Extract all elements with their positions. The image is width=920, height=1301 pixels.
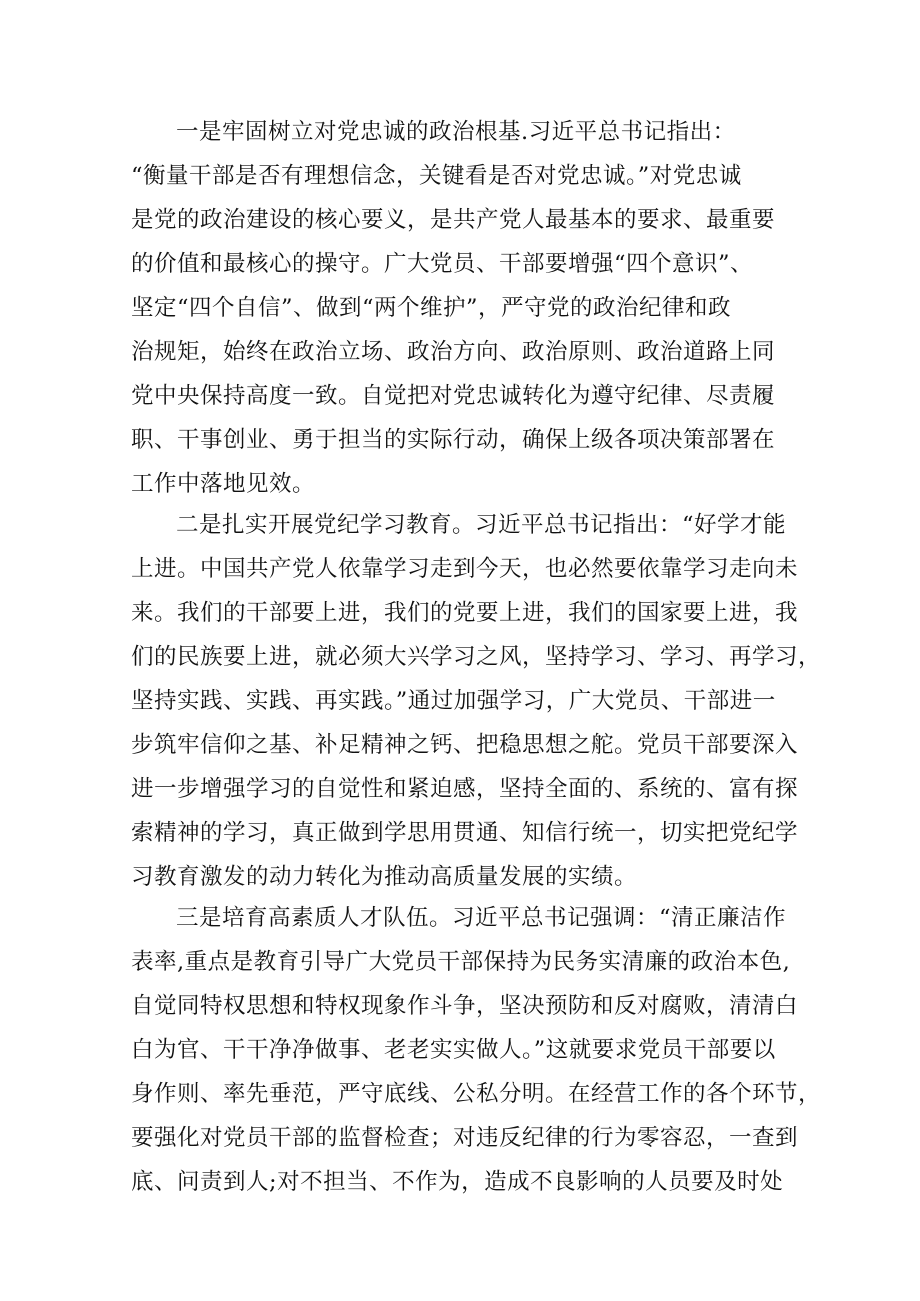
paragraph-line: 身作则、率先垂范，严守底线、公私分明。在经营工作的各个环节， — [131, 1081, 822, 1107]
paragraph-line: 们的民族要上进，就必须大兴学习之风，坚持学习、学习、再学习， — [131, 644, 822, 670]
paragraph-line: 来。我们的干部要上进，我们的党要上进，我们的国家要上进，我 — [131, 600, 799, 626]
paragraph-line: 的价值和最核心的操守。广大党员、干部要增强“四个意识”、 — [131, 251, 754, 277]
paragraph-line: 是党的政治建设的核心要义，是共产党人最基本的要求、最重要 — [131, 207, 776, 233]
paragraph-line: 进一步增强学习的自觉性和紧迫感，坚持全面的、系统的、富有探 — [131, 776, 799, 802]
paragraph-line: 工作中落地见效。 — [131, 471, 316, 497]
paragraph-line: 自觉同特权思想和特权现象作斗争，坚决预防和反对腐败，清清白 — [131, 993, 799, 1019]
paragraph-line: 表率,重点是教育引导广大党员干部保持为民务实清廉的政治本色, — [131, 949, 791, 975]
paragraph-line: “衡量干部是否有理想信念，关键看是否对党忠诚。”对党忠诚 — [131, 163, 742, 189]
paragraph-line: 上进。中国共产党人依靠学习走到今天，也必然要依靠学习走向未 — [131, 556, 799, 582]
paragraph-line: 白为官、干干净净做事、老老实实做人。”这就要求党员干部要以 — [131, 1037, 776, 1063]
paragraph-line: 索精神的学习，真正做到学思用贯通、知信行统一，切实把党纪学 — [131, 820, 799, 846]
paragraph-line: 一是牢固树立对党忠诚的政治根基.习近平总书记指出： — [176, 119, 736, 145]
paragraph-line: 治规矩，始终在政治立场、政治方向、政治原则、政治道路上同 — [131, 339, 776, 365]
paragraph-line: 习教育激发的动力转化为推动高质量发展的实绩。 — [131, 864, 638, 890]
paragraph-line: 坚持实践、实践、再实践。”通过加强学习，广大党员、干部进一 — [131, 688, 776, 714]
paragraph-line: 三是培育高素质人才队伍。习近平总书记强调：“清正廉洁作 — [176, 905, 787, 931]
paragraph-line: 二是扎实开展党纪学习教育。习近平总书记指出：“好学才能 — [176, 512, 787, 538]
paragraph-line: 职、干事创业、勇于担当的实际行动，确保上级各项决策部署在 — [131, 427, 776, 453]
paragraph-line: 坚定“四个自信”、做到“两个维护”，严守党的政治纪律和政 — [131, 295, 732, 321]
paragraph-line: 要强化对党员干部的监督检查；对违反纪律的行为零容忍，一查到 — [131, 1125, 799, 1151]
paragraph-line: 步筑牢信仰之基、补足精神之钙、把稳思想之舵。党员干部要深入 — [131, 732, 799, 758]
paragraph-line: 党中央保持高度一致。自觉把对党忠诚转化为遵守纪律、尽责履 — [131, 383, 776, 409]
paragraph-line: 底、问责到人;对不担当、不作为，造成不良影响的人员要及时处 — [131, 1169, 784, 1195]
